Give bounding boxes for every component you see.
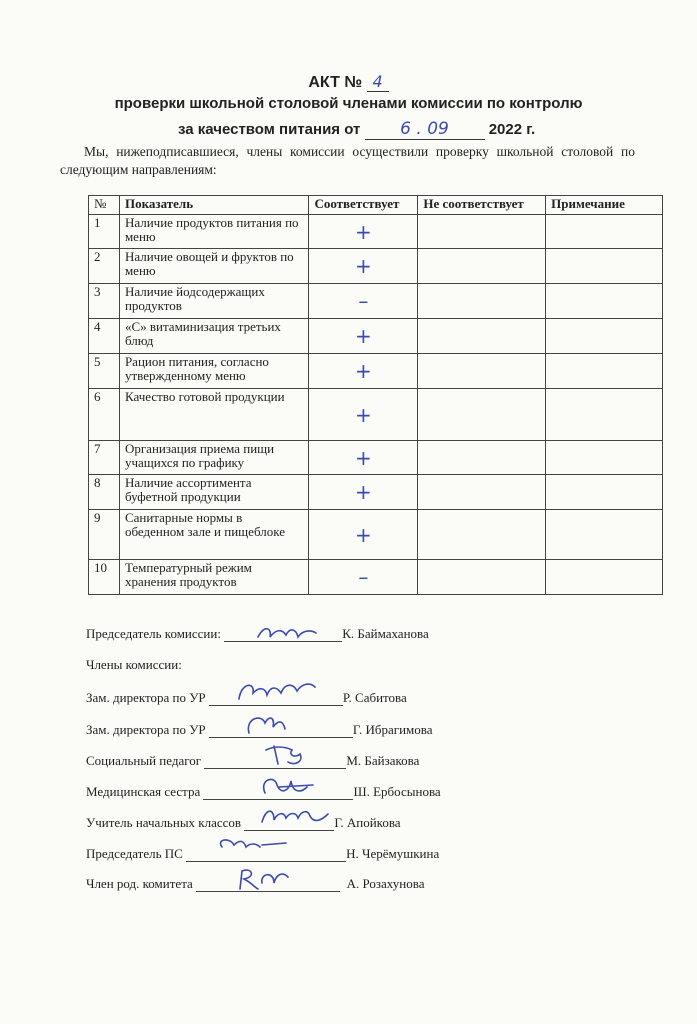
row-number: 8 [89,475,120,510]
handwritten-signature [203,773,353,803]
table-row [89,249,663,284]
handwritten-signature [209,679,343,709]
row-mark: – [309,560,418,595]
row-mark: + [309,510,418,560]
row-note [546,510,663,560]
row-note [546,284,663,319]
signature-role: Председатель ПС [86,846,183,861]
signature-role: Учитель начальных классов [86,815,242,830]
signature-role: Зам. директора по УР [86,722,206,737]
row-mark: + [309,389,418,441]
row-not-complies [418,441,546,475]
handwritten-signature [244,804,334,834]
signature-member [86,876,424,892]
signature-line [196,877,340,892]
row-not-complies [418,284,546,319]
row-number: 10 [89,560,120,595]
table-row [89,284,663,319]
table-row [89,215,663,249]
col-not-complies: Не соответствует [418,196,546,215]
signature-chair [86,626,429,642]
signature-member [86,690,407,706]
row-note [546,475,663,510]
row-indicator: Санитарные нормы в обеденном зале и пищеблоке [119,510,308,560]
signature-member [86,784,441,800]
act-date-line [178,119,535,140]
row-mark: – [309,284,418,319]
row-number: 4 [89,319,120,354]
act-label: АКТ № [308,74,363,91]
row-number: 5 [89,354,120,389]
row-not-complies [418,354,546,389]
signature-member [86,846,439,862]
handwritten-signature [224,623,342,645]
row-number: 9 [89,510,120,560]
row-not-complies [418,510,546,560]
row-mark: + [309,319,418,354]
signature-line [186,847,346,862]
row-note [546,215,663,249]
signature-role: Медицинская сестра [86,784,201,799]
intro-paragraph: Мы, нижеподписавшиеся, члены комиссии осуществили проверку школьной столовой по следующим направлениям: [60,144,635,177]
row-note [546,441,663,475]
row-note [546,354,663,389]
date-year: 2022 г. [488,121,536,138]
act-subtitle: проверки школьной столовой членами комиссии по контролю [114,95,583,112]
signature-name: М. Байзакова [346,753,420,768]
signature-line [244,816,334,831]
table-row [89,510,663,560]
row-note [546,560,663,595]
signature-name: А. Розахунова [346,876,425,891]
row-not-complies [418,389,546,441]
row-note [546,249,663,284]
row-indicator: Организация приема пищи учащихся по графику [119,441,308,475]
col-complies: Соответствует [309,196,418,215]
signature-member [86,722,433,738]
table-row [89,475,663,510]
signature-role: Социальный педагог [86,753,202,768]
row-indicator: Наличие йодсодержащих продуктов [119,284,308,319]
handwritten-signature [204,742,346,772]
date-prefix: за качеством питания от [178,121,361,138]
row-mark: + [309,441,418,475]
signature-member [86,815,401,831]
row-not-complies [418,319,546,354]
row-indicator: «С» витаминизация третьих блюд [119,319,308,354]
inspection-table [88,195,663,595]
signature-name: Г. Апойкова [334,815,401,830]
handwritten-signature [186,835,346,865]
signature-role: Председатель комиссии: [86,626,221,641]
signature-role: Член род. комитета [86,876,193,891]
row-not-complies [418,215,546,249]
handwritten-signature [209,711,353,741]
row-number: 3 [89,284,120,319]
date-handwritten: 6 . 09 [365,119,485,140]
row-not-complies [418,560,546,595]
row-indicator: Наличие овощей и фруктов по меню [119,249,308,284]
signature-name: Р. Сабитова [342,690,407,705]
col-note: Примечание [546,196,663,215]
signature-line [209,691,343,706]
row-mark: + [309,215,418,249]
signature-member [86,753,419,769]
row-indicator: Качество готовой продукции [119,389,308,441]
row-indicator: Температурный режим хранения продуктов [119,560,308,595]
row-mark: + [309,249,418,284]
members-label: Члены комиссии: [86,657,182,672]
row-mark: + [309,354,418,389]
signature-name: К. Баймаханова [342,626,429,641]
signature-line [224,627,342,642]
row-not-complies [418,475,546,510]
signature-line [209,723,353,738]
table-row [89,354,663,389]
row-number: 2 [89,249,120,284]
signature-name: Г. Ибрагимова [352,722,433,737]
table-row [89,319,663,354]
table-row [89,560,663,595]
col-indicator: Показатель [119,196,308,215]
row-number: 7 [89,441,120,475]
signature-name: Ш. Ербосынова [353,784,441,799]
col-number: № [89,196,120,215]
row-note [546,389,663,441]
signature-name: Н. Черёмушкина [346,846,440,861]
table-row [89,441,663,475]
act-number: 4 [367,72,389,92]
row-number: 6 [89,389,120,441]
row-indicator: Рацион питания, согласно утвержденному меню [119,354,308,389]
row-not-complies [418,249,546,284]
handwritten-signature [196,865,340,895]
signature-line [204,754,346,769]
act-title [0,72,697,92]
table-row [89,389,663,441]
signature-line [203,785,353,800]
row-indicator: Наличие ассортимента буфетной продукции [119,475,308,510]
row-indicator: Наличие продуктов питания по меню [119,215,308,249]
row-note [546,319,663,354]
signature-role: Зам. директора по УР [86,690,206,705]
row-mark: + [309,475,418,510]
table-header-row [89,196,663,215]
row-number: 1 [89,215,120,249]
